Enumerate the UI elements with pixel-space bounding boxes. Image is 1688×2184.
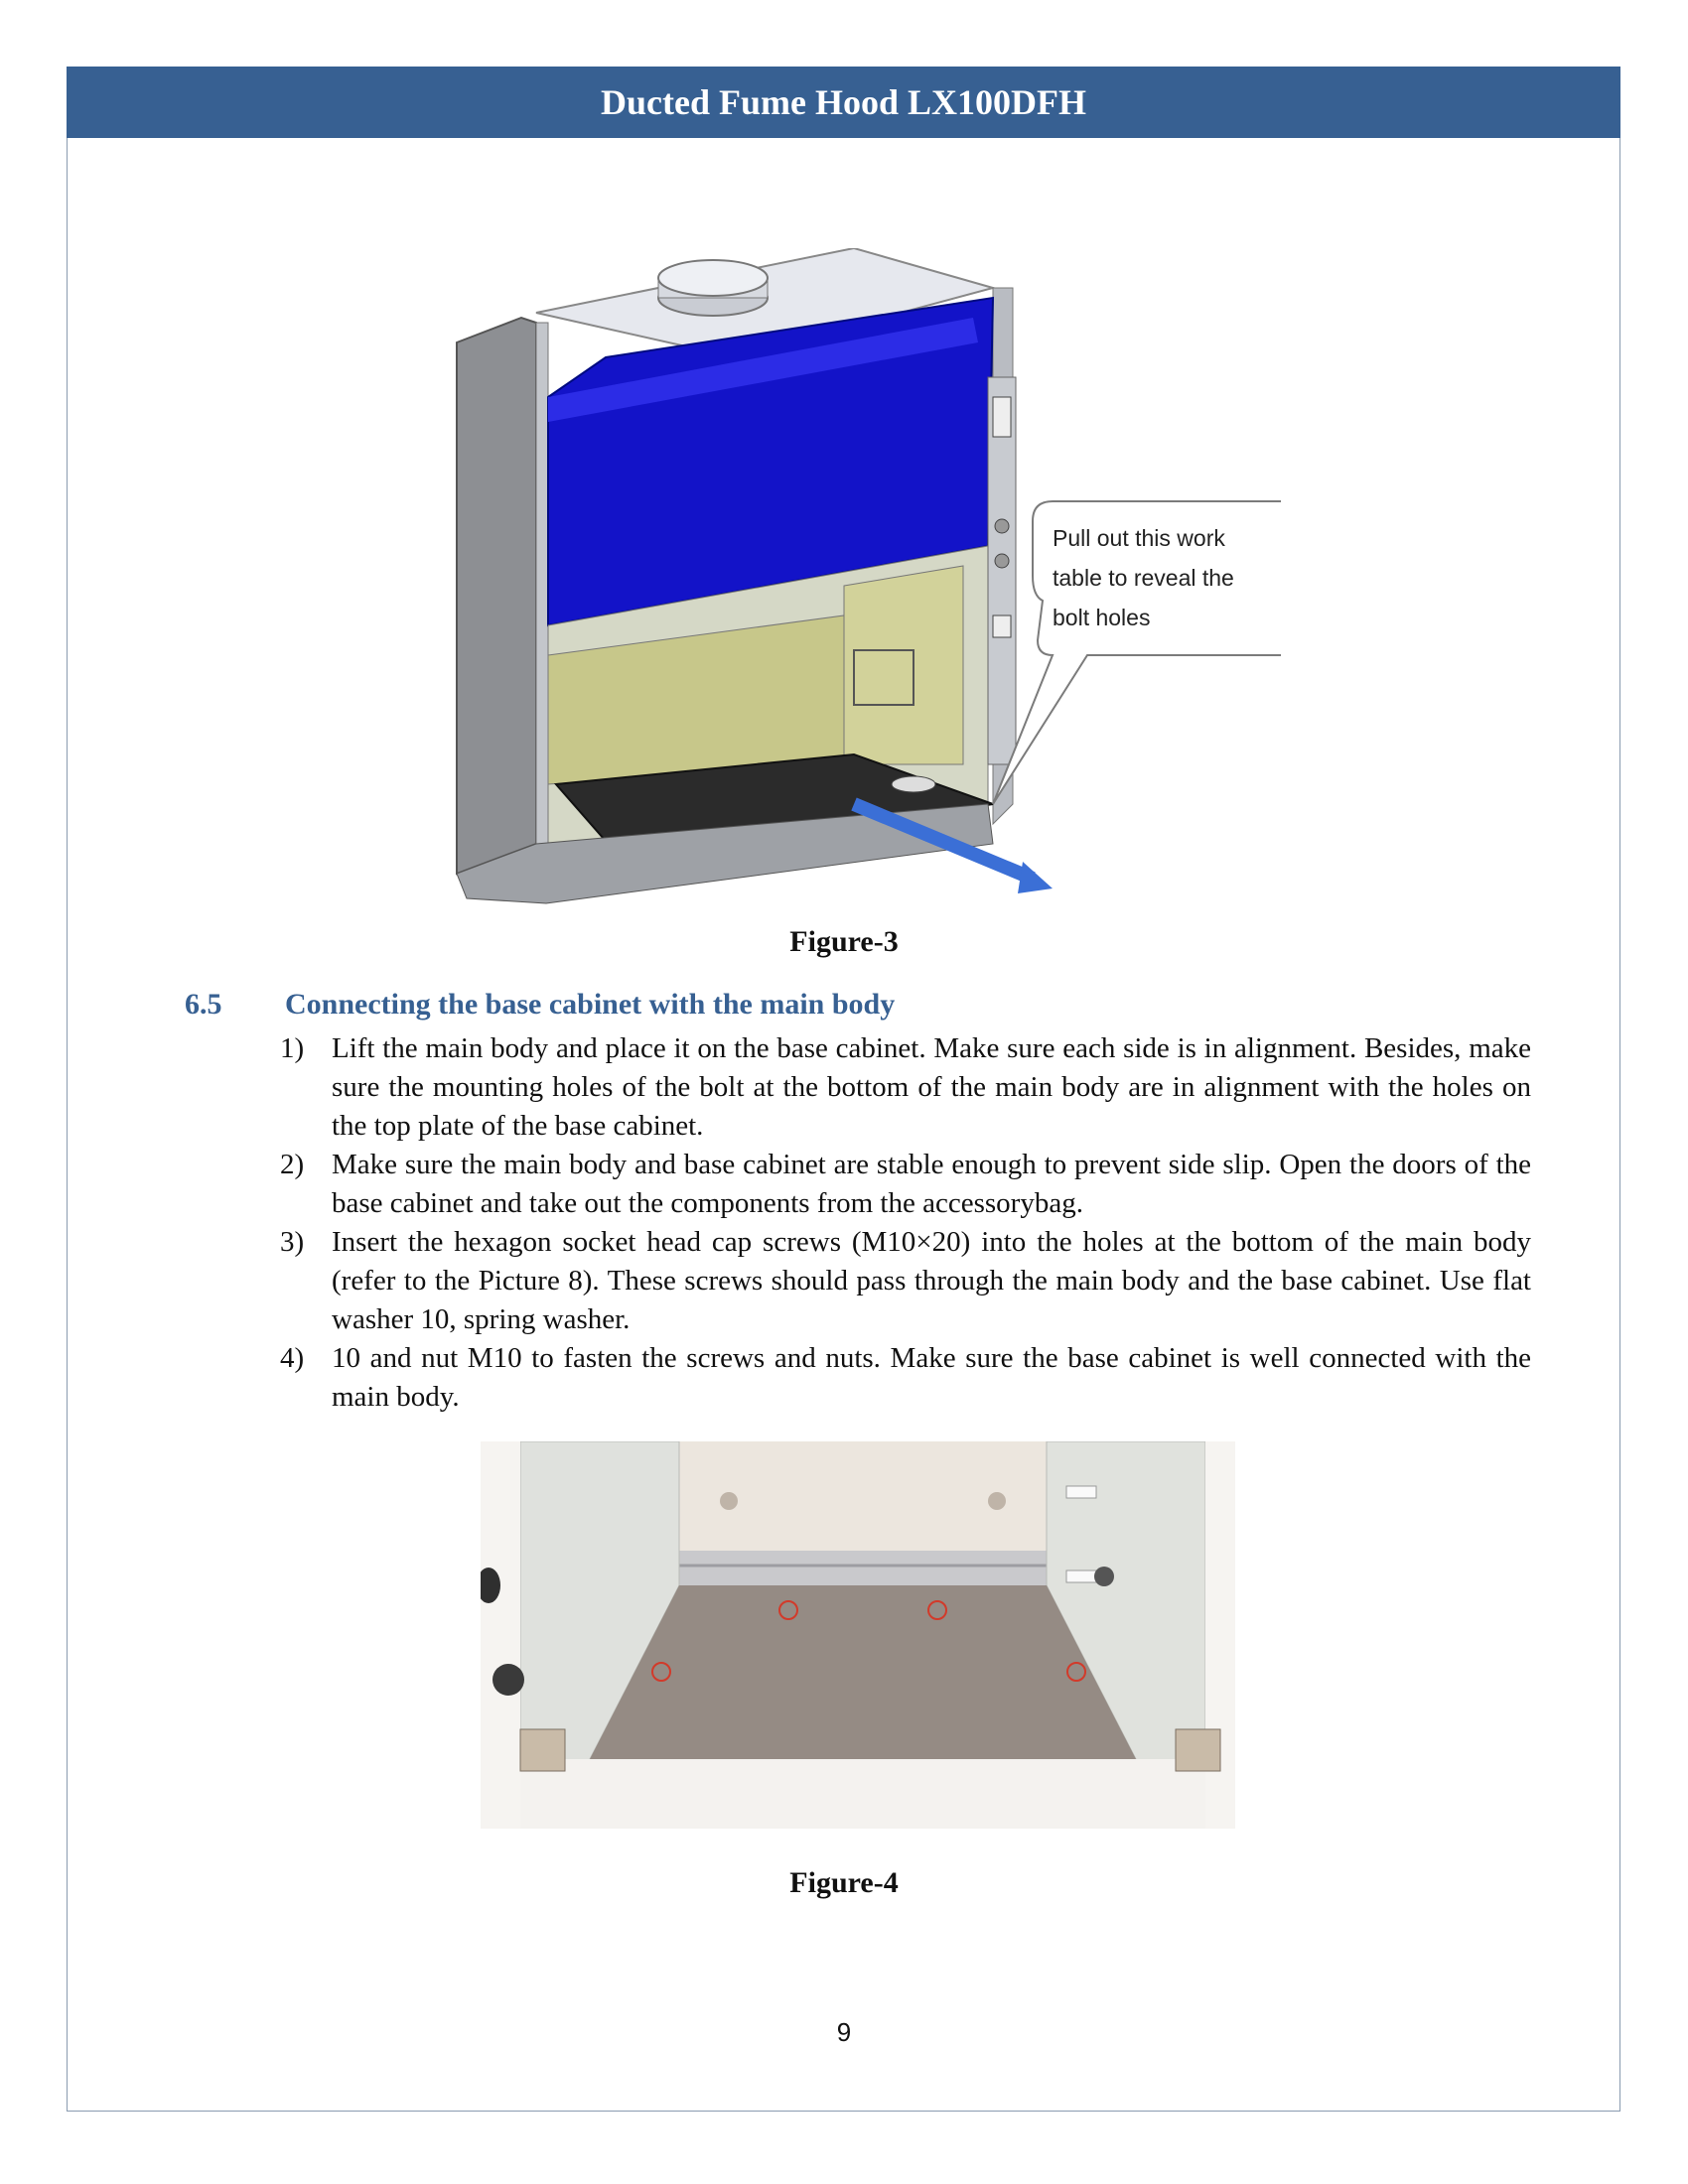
list-item <box>280 1223 1531 1339</box>
callout-line-1: Pull out this work <box>1053 525 1225 551</box>
section-number: 6.5 <box>185 988 222 1021</box>
list-item <box>280 1146 1531 1223</box>
header-title: Ducted Fume Hood LX100DFH <box>601 82 1086 122</box>
list-item-text: Insert the hexagon socket head cap screws (M10×20) into the holes at the bottom of the main body (refer to the Picture 8). These screws should pass through the main body and the base cabinet. Use flat washer 10, spring washer. <box>332 1226 1531 1335</box>
list-item-text: Lift the main body and place it on the base cabinet. Make sure each side is in alignment. Besides, make sure the mounting holes of the bolt at the bottom of the main body are in alignment with the holes on the top plate of the base cabinet. <box>332 1032 1531 1142</box>
instruction-list <box>280 1029 1531 1417</box>
list-item <box>280 1029 1531 1146</box>
list-item-number: 1) <box>280 1032 305 1064</box>
figure-3-caption: Figure-3 <box>789 925 899 958</box>
list-item <box>280 1339 1531 1417</box>
callout-line-3: bolt holes <box>1053 605 1151 630</box>
list-item-number: 4) <box>280 1342 305 1374</box>
callout-line-2: table to reveal the <box>1053 565 1234 591</box>
cabinet-interior-photo <box>481 1441 1235 1829</box>
list-item-number: 2) <box>280 1149 305 1180</box>
list-item-text: Make sure the main body and base cabinet are stable enough to prevent side slip. Open the doors of the base cabinet and take out the components from the accessorybag. <box>332 1149 1531 1219</box>
list-item-number: 3) <box>280 1226 305 1258</box>
list-item-text: 10 and nut M10 to fasten the screws and nuts. Make sure the base cabinet is well connected with the main body. <box>332 1342 1531 1413</box>
figure-4-caption: Figure-4 <box>789 1866 899 1899</box>
fume-hood-illustration <box>437 248 1281 923</box>
page-number: 9 <box>836 2017 852 2047</box>
page-header <box>67 67 1620 138</box>
section-title: Connecting the base cabinet with the main body <box>285 988 896 1021</box>
